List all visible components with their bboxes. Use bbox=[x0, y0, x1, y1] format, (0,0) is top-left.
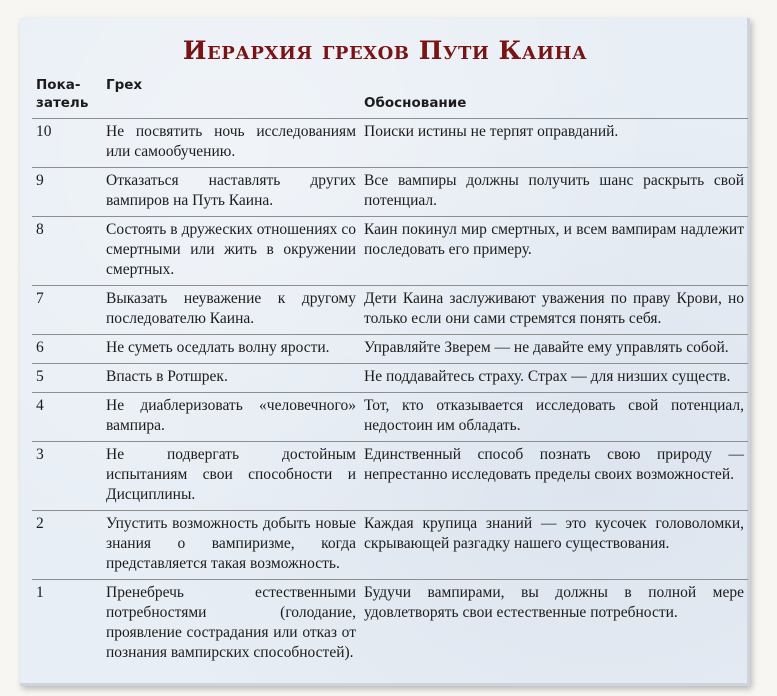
rating-cell: 3 bbox=[36, 446, 44, 463]
table-row bbox=[32, 511, 748, 580]
table-row bbox=[32, 442, 748, 511]
table-title: Иерархия грехов Пути Каина bbox=[182, 36, 588, 65]
sin-cell: Не посвятить ночь исследованиям или самообучению. bbox=[106, 123, 356, 160]
header-sin: Грех bbox=[106, 77, 143, 93]
reason-cell: Управляйте Зверем — не давайте ему управлять собой. bbox=[364, 339, 729, 356]
reason-cell: Не поддавайтесь страху. Страх — для низших существ. bbox=[364, 368, 731, 385]
table-row bbox=[32, 286, 748, 335]
rating-cell: 2 bbox=[36, 515, 44, 532]
rating-cell: 5 bbox=[36, 368, 44, 385]
rating-cell: 1 bbox=[36, 584, 44, 601]
rating-cell: 9 bbox=[36, 172, 44, 189]
sins-table bbox=[32, 74, 748, 668]
sin-cell: Выказать неуважение к другому последователю Каина. bbox=[106, 290, 356, 327]
reason-cell: Дети Каина заслуживают уважения по праву Крови, но только если они сами стремятся понять себя. bbox=[364, 290, 744, 327]
table-row bbox=[32, 119, 748, 168]
reason-cell: Каин покинул мир смертных, и всем вампирам надлежит последовать его примеру. bbox=[364, 221, 744, 258]
reason-cell: Тот, кто отказывается исследовать свой потенциал, недостоин им обладать. bbox=[364, 397, 744, 434]
header-rating: Пока- затель bbox=[36, 77, 89, 111]
rating-cell: 6 bbox=[36, 339, 44, 356]
sin-cell: Упустить возможность добыть новые знания о вампиризме, когда представляется такая возможность. bbox=[106, 515, 356, 572]
reason-cell: Каждая крупица знаний — это кусочек головоломки, скрывающей разгадку нашего существования. bbox=[364, 515, 744, 552]
table-row bbox=[32, 580, 748, 669]
table-header-row bbox=[32, 74, 748, 119]
sin-cell: Отказаться наставлять других вампиров на Путь Каина. bbox=[106, 172, 356, 209]
reason-cell: Единственный способ познать свою природу — непрестанно исследовать пределы своих возможностей. bbox=[364, 446, 744, 483]
table-row bbox=[32, 335, 748, 364]
reason-cell: Поиски истины не терпят оправданий. bbox=[364, 123, 619, 140]
rating-cell: 7 bbox=[36, 290, 44, 307]
rating-cell: 8 bbox=[36, 221, 44, 238]
document-page bbox=[20, 18, 750, 686]
sin-cell: Не подвергать достойным испытаниям свои способности и Дисциплины. bbox=[106, 446, 356, 503]
sin-cell: Не суметь оседлать волну ярости. bbox=[106, 339, 330, 356]
table-row bbox=[32, 364, 748, 393]
sin-cell: Не диаблеризовать «человечного» вампира. bbox=[106, 397, 356, 434]
table-row bbox=[32, 168, 748, 217]
rating-cell: 10 bbox=[36, 123, 52, 140]
table-row bbox=[32, 393, 748, 442]
header-reason: Обоснование bbox=[364, 95, 467, 111]
sin-cell: Пренебречь естественными потребностями (голодание, проявление сострадания или отказ от познания вампирских способностей). bbox=[106, 584, 356, 661]
table-body bbox=[32, 119, 748, 669]
sin-cell: Состоять в дружеских отношениях со смертными или жить в окружении смертных. bbox=[106, 221, 356, 278]
table-row bbox=[32, 217, 748, 286]
reason-cell: Все вампиры должны получить шанс раскрыть свой потенциал. bbox=[364, 172, 744, 209]
sin-cell: Впасть в Ротшрек. bbox=[106, 368, 228, 385]
reason-cell: Будучи вампирами, вы должны в полной мере удовлетворять свои естественные потребности. bbox=[364, 584, 744, 621]
rating-cell: 4 bbox=[36, 397, 44, 414]
